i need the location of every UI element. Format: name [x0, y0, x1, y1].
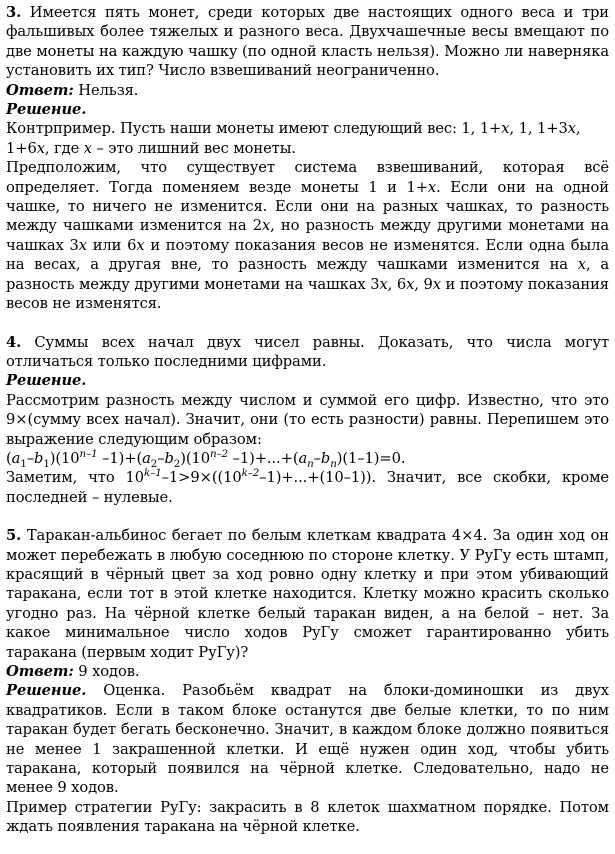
- problem-4-solution-2: Заметим, что $10^{k-1}-1>9\times((10^{k-2}-1)+...+(10-1))$. Значит, все скобки, кроме последней – нулевые.: [6, 467, 609, 506]
- answer-text: 9 ходов.: [78, 663, 140, 680]
- problem-3-text: Имеется пять монет, среди которых две настоящих одного веса и три фальшивых более тяжелых и разного веса. Двухчашечные весы вмещают по две монеты на каждую чашку (по одной класть нельзя). Можно ли наверняка установить их тип? Число взвешиваний неограниченно.: [6, 4, 609, 80]
- problem-3-solution-2: Предположим, что существует система взвешиваний, которая всё определяет. Тогда поменяем везде монеты 1 и 1+x. Если они на одной чашке, то ничего не изменится. Если они на разных чашках, то разность между чашками изменится на 2x, но разность между другими монетами на чашках 3x или 6x и поэтому показания весов не изменятся. Если одна была на весах, а другая вне, то разность между чашками изменится на x, а разность между другими монетами на чашках 3x, 6x, 9x и поэтому показания весов не изменятся.: [6, 159, 609, 313]
- problem-3-answer: [6, 81, 609, 100]
- answer-label: Ответ:: [6, 663, 74, 680]
- problem-5: [6, 526, 609, 837]
- problem-3-statement: [6, 3, 609, 81]
- problem-4-text: Суммы всех начал двух чисел равны. Доказать, что числа могут отличаться только последними цифрами.: [6, 333, 609, 370]
- solution-label: Решение.: [6, 372, 87, 390]
- problem-5-answer: [6, 662, 609, 681]
- answer-text: Нельзя.: [78, 81, 139, 99]
- problem-5-solution-2: Пример стратегии РуГу: закрасить в 8 клеток шахматном порядке. Потом ждать появления таракана на чёрной клетке.: [6, 798, 609, 836]
- spacer: [6, 507, 609, 526]
- problem-4-statement: [6, 333, 609, 372]
- problem-5-statement: [6, 526, 609, 662]
- problem-5-text: Таракан-альбинос бегает по белым клеткам квадрата 4×4. За один ход он может перебежать в любую соседнюю по стороне клетку. У РуГу есть штамп, красящий в чёрный цвет за ход ровно одну клетку и при этом убивающий таракана, если тот в этой клетке находится. Клетку можно красить сколько угодно раз. На чёрной клетке белый таракан виден, а на белой – нет. За какое минимальное число ходов РуГу сможет гарантированно убить таракана (первым ходит РуГу)?: [6, 527, 609, 661]
- solution-label: Решение.: [6, 682, 87, 700]
- problem-4: [6, 333, 609, 508]
- spacer: [6, 314, 609, 333]
- problem-4-solution-1: Рассмотрим разность между числом и суммой его цифр. Известно, что это 9×(сумму всех начал). Значит, они (то есть разности) равны. Перепишем это выражение следующим образом:: [6, 391, 609, 448]
- problem-3-solution-1: Контрпример. Пусть наши монеты имеют следующий вес: 1, 1+x, 1, 1+3x, 1+6x, где x – это лишний вес монеты.: [6, 120, 581, 157]
- problem-5-number: 5.: [6, 527, 22, 545]
- problem-3: [6, 3, 609, 314]
- problem-4-number: 4.: [6, 333, 22, 351]
- answer-label: Ответ:: [6, 81, 74, 99]
- problem-3-number: 3.: [6, 4, 22, 21]
- problem-4-formula: $(a_1-b_1)(10^{n-1}$ $-1)+(a_2-b_2)(10^{n-2}$ $-1)+...+(a_n-b_n)(1-1)=0$.: [6, 448, 406, 470]
- solution-label: Решение.: [6, 101, 87, 119]
- problem-5-solution-1: Решение. Оценка. Разобьём квадрат на блоки-доминошки из двух квадратиков. Если в таком блоке останутся две белые клетки, то по ним таракан будет бегать бесконечно. Значит, в каждом блоке должно появиться не менее 1 закрашенной клетки. И ещё нужен один ход, чтобы убить таракана, который появился на чёрной клетке. Следовательно, надо не менее 9 ходов.: [6, 682, 609, 797]
